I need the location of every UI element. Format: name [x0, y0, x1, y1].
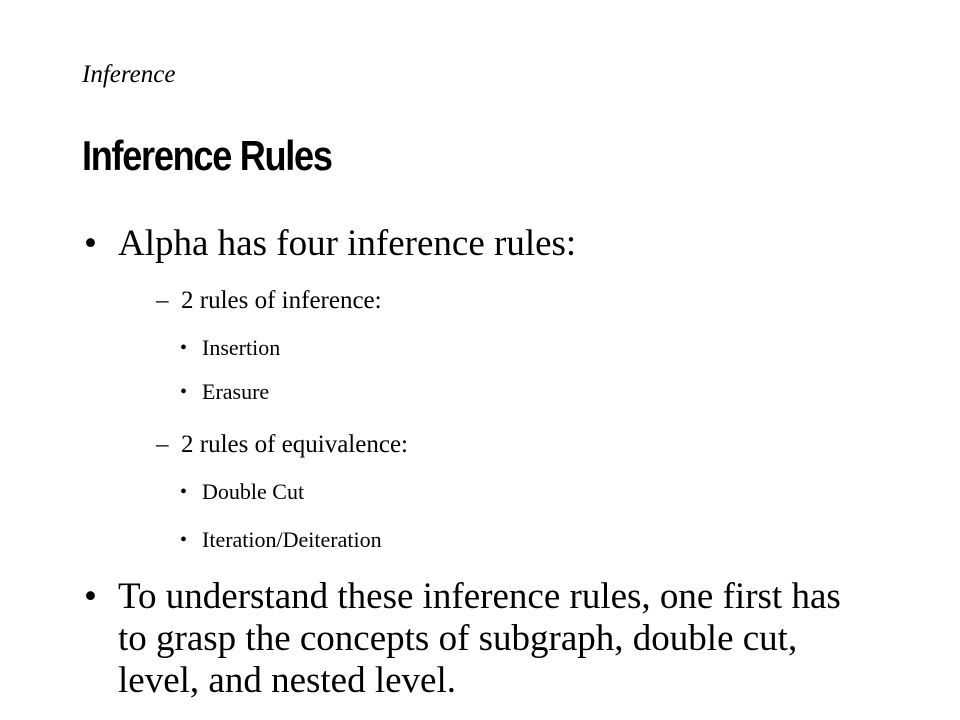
bullet-text: Alpha has four inference rules: [118, 223, 577, 264]
list-item-insertion [180, 335, 280, 361]
bullet-marker: • [180, 481, 188, 503]
subbullet-item-rules-of-inference [156, 286, 382, 316]
slide-header: Inference [82, 61, 176, 88]
list-item-double-cut [180, 479, 304, 505]
bullet-marker: • [180, 337, 188, 359]
subbullet-text: 2 rules of equivalence: [181, 431, 408, 458]
subbullet-item-rules-of-equivalence [156, 430, 408, 460]
bullet-item-understanding-rules [84, 576, 864, 702]
slide-title: Inference Rules [82, 132, 332, 179]
dash-marker: – [156, 287, 169, 314]
list-item-iteration-deiteration [180, 527, 382, 553]
list-item-text: Double Cut [202, 479, 305, 504]
list-item-text: Iteration/Deiteration [202, 527, 382, 552]
bullet-item-alpha-rules [84, 223, 864, 265]
bullet-marker: • [84, 223, 97, 264]
dash-marker: – [156, 431, 169, 458]
bullet-marker: • [180, 381, 188, 403]
bullet-text: To understand these inference rules, one first has to grasp the concepts of subgraph, double cut, level, and nested level. [118, 576, 841, 701]
list-item-text: Erasure [202, 379, 270, 404]
bullet-marker: • [180, 529, 188, 551]
bullet-marker: • [84, 576, 97, 617]
list-item-text: Insertion [202, 335, 281, 360]
list-item-erasure [180, 379, 269, 405]
subbullet-text: 2 rules of inference: [181, 287, 382, 314]
